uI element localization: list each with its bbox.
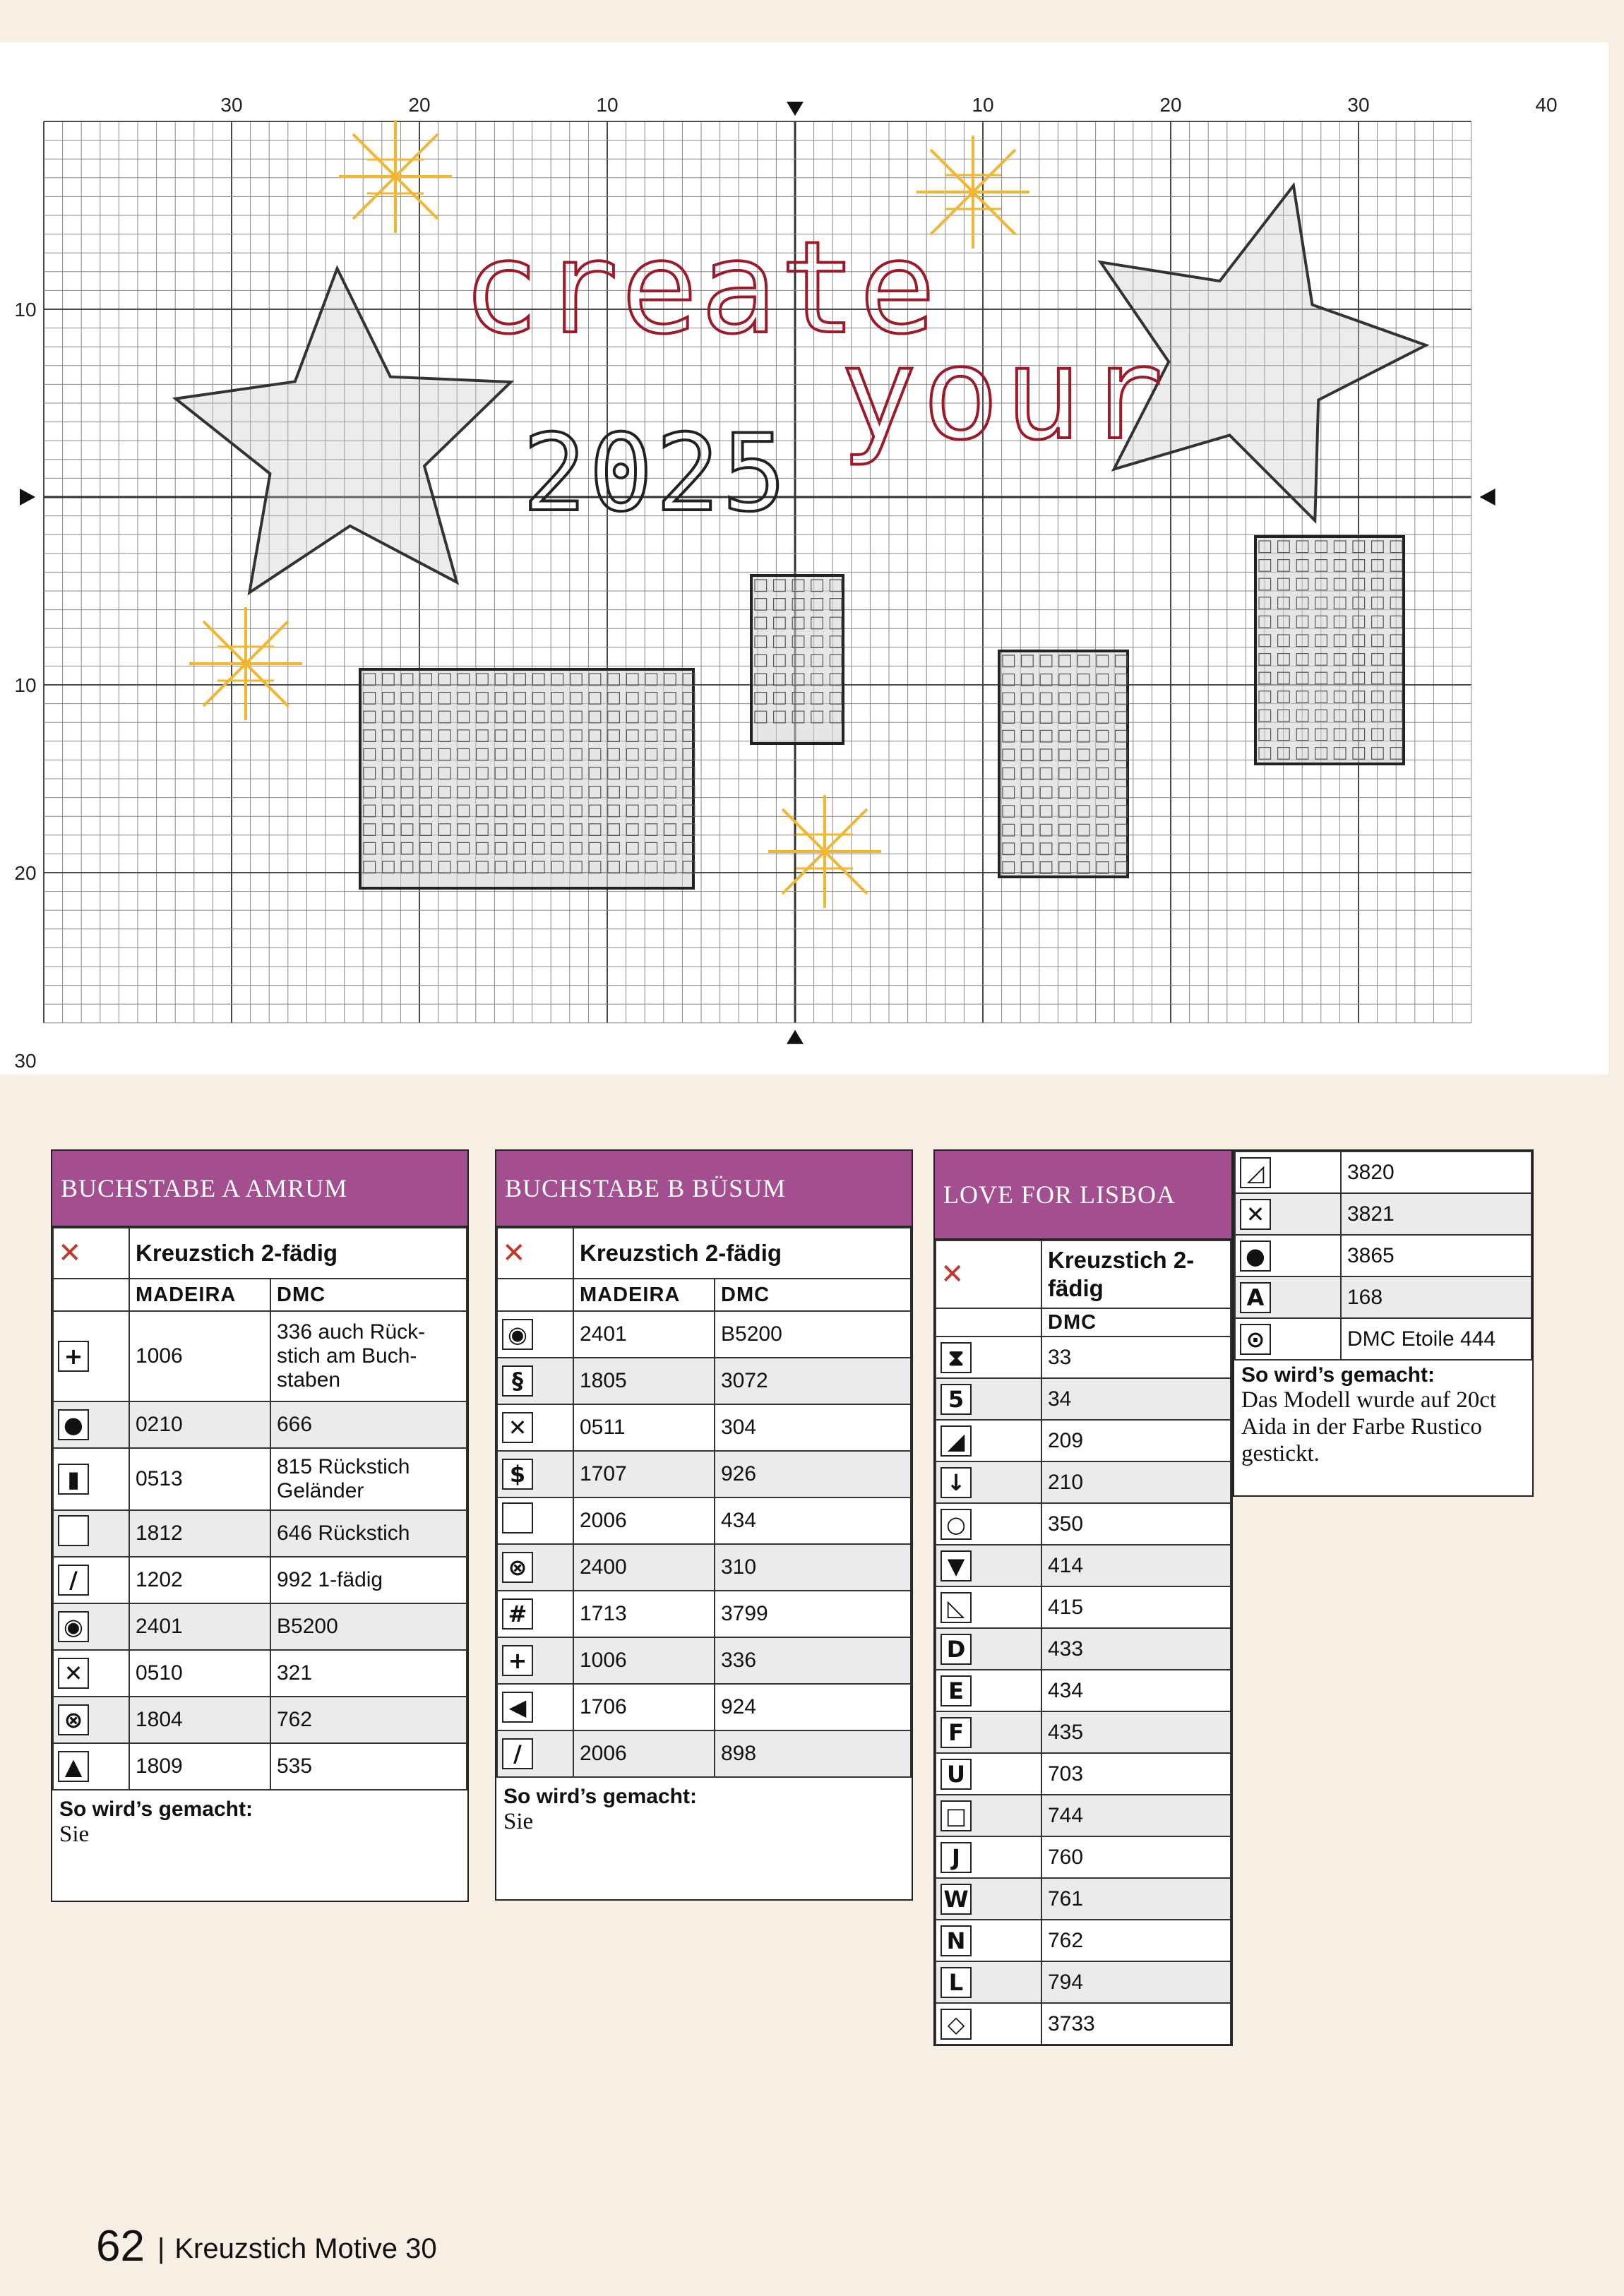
madeira-number: 2400 [573, 1544, 715, 1591]
tick-label: 30 [220, 94, 243, 116]
stitch-symbol-icon: ✕ [502, 1412, 533, 1443]
motif-outline [360, 669, 693, 888]
dmc-number: 992 1-fädig [270, 1557, 467, 1603]
col-dmc: DMC [715, 1279, 911, 1311]
legend-row [497, 1497, 911, 1544]
footer-separator: | [157, 2233, 165, 2264]
stitch-symbol-icon: A [1240, 1282, 1271, 1313]
dmc-number: 33 [1041, 1337, 1231, 1378]
tick-label: 20 [1159, 94, 1182, 116]
stitch-symbol-icon: U [941, 1759, 972, 1790]
dmc-number: 310 [715, 1544, 911, 1591]
dmc-number: 34 [1041, 1378, 1231, 1420]
stitch-symbol-icon [502, 1502, 533, 1533]
dmc-number: 3820 [1341, 1152, 1532, 1193]
madeira-number: 1706 [573, 1684, 715, 1730]
stitch-symbol-icon: ● [1240, 1240, 1271, 1272]
legend-row [936, 1753, 1231, 1795]
legend-row [497, 1311, 911, 1358]
tick-label: 30 [1347, 94, 1370, 116]
stitch-symbol-icon [58, 1515, 89, 1546]
dmc-number: 304 [715, 1404, 911, 1451]
legend-table-buesum [495, 1149, 913, 1901]
stitch-symbol-icon: ▲ [58, 1751, 89, 1782]
dmc-number: 760 [1041, 1836, 1231, 1878]
legend-row [1235, 1152, 1532, 1193]
madeira-number: 1809 [129, 1743, 270, 1790]
legend-row [53, 1650, 467, 1697]
stitch-symbol-icon: ⊗ [58, 1704, 89, 1735]
dmc-number: 435 [1041, 1711, 1231, 1753]
center-arrow-top-icon [787, 102, 804, 116]
legend-row [936, 1961, 1231, 2003]
dmc-number: 762 [1041, 1920, 1231, 1961]
dmc-number: 3733 [1041, 2003, 1231, 2045]
tick-label: 10 [14, 299, 37, 321]
legend-row [936, 1503, 1231, 1545]
sparkle-icon [339, 120, 452, 233]
madeira-number: 1006 [573, 1637, 715, 1684]
legend-row [497, 1591, 911, 1637]
text-2025: 2025 [523, 412, 789, 535]
legend-row [497, 1637, 911, 1684]
legend-row [53, 1557, 467, 1603]
stitch-symbol-icon: ◺ [941, 1592, 972, 1623]
legend-row [53, 1743, 467, 1790]
note [52, 1790, 467, 1858]
stitch-symbol-icon: ○ [941, 1509, 972, 1540]
tick-label: 20 [408, 94, 431, 116]
stitch-label: Kreuzstich 2-fädig [129, 1228, 467, 1279]
tick-label: 10 [14, 674, 37, 696]
dmc-number: 744 [1041, 1795, 1231, 1836]
dmc-number: 415 [1041, 1586, 1231, 1628]
cross-stitch-icon: ✕ [58, 1237, 82, 1269]
tram-motif [360, 669, 695, 888]
legend-table-lisboa-continued [1233, 1149, 1534, 1497]
stitch-symbol-icon: ⊙ [1240, 1324, 1271, 1355]
madeira-number: 0513 [129, 1448, 270, 1510]
madeira-number: 1804 [129, 1697, 270, 1743]
madeira-number: 1006 [129, 1311, 270, 1401]
dmc-number: 666 [270, 1401, 467, 1448]
dmc-number: 3799 [715, 1591, 911, 1637]
dmc-number: 168 [1341, 1276, 1532, 1318]
stitch-symbol-icon: ◉ [502, 1319, 533, 1350]
col-madeira: MADEIRA [573, 1279, 715, 1311]
legend-row [936, 1586, 1231, 1628]
stitch-symbol-icon: + [502, 1645, 533, 1676]
stitch-symbol-icon: ◿ [1240, 1157, 1271, 1188]
stitch-symbol-icon: § [502, 1365, 533, 1397]
stitch-symbol-icon: ✕ [58, 1658, 89, 1689]
dmc-number: 898 [715, 1730, 911, 1777]
dmc-number: 433 [1041, 1628, 1231, 1670]
tick-label: 40 [1535, 94, 1558, 116]
tick-label: 30 [14, 1050, 37, 1072]
tick-label: 10 [596, 94, 619, 116]
stitch-symbol-icon: ▼ [941, 1550, 972, 1582]
text-your: your [840, 321, 1169, 468]
motif-outline [751, 575, 843, 743]
stitch-symbol-icon: ⊗ [502, 1552, 533, 1583]
building-motif [1255, 537, 1404, 764]
dmc-number: 350 [1041, 1503, 1231, 1545]
legend-row [53, 1510, 467, 1557]
madeira-number: 1707 [573, 1451, 715, 1497]
dmc-number: 924 [715, 1684, 911, 1730]
dmc-number: 815 Rückstich Geländer [270, 1448, 467, 1510]
legend-row [1235, 1193, 1532, 1235]
madeira-number: 0210 [129, 1401, 270, 1448]
table-title: LOVE FOR LISBOA [935, 1151, 1231, 1240]
dmc-number: B5200 [270, 1603, 467, 1650]
note-heading: So wird’s gemacht: [1241, 1363, 1435, 1387]
dmc-number: 794 [1041, 1961, 1231, 2003]
table-title: BUCHSTABE A AMRUM [52, 1151, 467, 1227]
stitch-symbol-icon: ✕ [1240, 1199, 1271, 1230]
legend-row [936, 1878, 1231, 1920]
stitch-symbol-icon: ◢ [941, 1425, 972, 1457]
madeira-number: 2401 [573, 1311, 715, 1358]
legend-row [497, 1730, 911, 1777]
dmc-number: B5200 [715, 1311, 911, 1358]
dmc-number: DMC Etoile 444 [1341, 1318, 1532, 1360]
madeira-number: 2006 [573, 1730, 715, 1777]
note [1234, 1361, 1532, 1478]
magazine-title: Kreuzstich Motive 30 [174, 2233, 437, 2264]
dmc-number: 209 [1041, 1420, 1231, 1461]
legend-row [936, 1378, 1231, 1420]
stitch-symbol-icon: E [941, 1675, 972, 1706]
dmc-number: 434 [715, 1497, 911, 1544]
legend-table-lisboa [933, 1149, 1233, 2046]
note-heading: So wird’s gemacht: [503, 1785, 697, 1808]
dmc-number: 3072 [715, 1358, 911, 1404]
stitch-symbol-icon: ▮ [58, 1464, 89, 1495]
stitch-label: Kreuzstich 2-fädig [573, 1228, 911, 1279]
madeira-number: 0511 [573, 1404, 715, 1451]
legend-row [497, 1544, 911, 1591]
sparkle-icon [768, 795, 881, 908]
legend-row [1235, 1276, 1532, 1318]
stitch-symbol-icon: ◀ [502, 1692, 533, 1723]
center-arrow-right-icon [1480, 489, 1495, 506]
stitch-symbol-icon: J [941, 1842, 972, 1873]
legend-row [936, 2003, 1231, 2045]
legend-row [53, 1311, 467, 1401]
note-body: Sie [59, 1822, 90, 1847]
cross-stitch-chart [0, 42, 1608, 1075]
dmc-number: 434 [1041, 1670, 1231, 1711]
stitch-symbol-icon: $ [502, 1459, 533, 1490]
legend-row [936, 1628, 1231, 1670]
legend-row [497, 1684, 911, 1730]
legend-row [936, 1461, 1231, 1503]
legend-table-amrum [51, 1149, 469, 1902]
dmc-number: 336 auch Rück-stich am Buch-staben [270, 1311, 467, 1401]
stitch-symbol-icon: ↓ [941, 1467, 972, 1498]
legend-row [936, 1337, 1231, 1378]
table-title: BUCHSTABE B BÜSUM [496, 1151, 912, 1227]
legend-row [936, 1545, 1231, 1586]
legend-row [53, 1401, 467, 1448]
center-arrow-bottom-icon [787, 1030, 804, 1044]
madeira-number: 2401 [129, 1603, 270, 1650]
cross-stitch-icon: ✕ [941, 1258, 965, 1291]
dmc-number: 3821 [1341, 1193, 1532, 1235]
cross-stitch-icon: ✕ [502, 1237, 526, 1269]
dmc-number: 321 [270, 1650, 467, 1697]
legend-row [936, 1420, 1231, 1461]
dmc-number: 762 [270, 1697, 467, 1743]
tower-motif [751, 575, 843, 743]
note-body: Das Modell wurde auf 20ct Aida in der Farbe Rustico gestickt. [1241, 1387, 1497, 1466]
tick-label: 20 [14, 862, 37, 884]
star-left [176, 268, 511, 592]
legend-row [936, 1836, 1231, 1878]
madeira-number: 2006 [573, 1497, 715, 1544]
legend-row [497, 1451, 911, 1497]
dmc-number: 535 [270, 1743, 467, 1790]
stitch-symbol-icon: ⧗ [941, 1342, 972, 1373]
madeira-number: 0510 [129, 1650, 270, 1697]
legend-row [1235, 1318, 1532, 1360]
stitch-label: Kreuzstich 2-fädig [1041, 1240, 1231, 1308]
stitch-symbol-icon: ◉ [58, 1611, 89, 1642]
dmc-number: 210 [1041, 1461, 1231, 1503]
legend-row [936, 1920, 1231, 1961]
note-body: Sie [503, 1809, 534, 1834]
madeira-number: 1805 [573, 1358, 715, 1404]
dmc-number: 761 [1041, 1878, 1231, 1920]
stitch-symbol-icon: N [941, 1925, 972, 1956]
stitch-symbol-icon: + [58, 1341, 89, 1372]
madeira-number: 1812 [129, 1510, 270, 1557]
stitch-symbol-icon: D [941, 1634, 972, 1665]
legend-row [497, 1358, 911, 1404]
center-arrow-left-icon [20, 489, 35, 506]
madeira-number: 1202 [129, 1557, 270, 1603]
stitch-symbol-icon: 5 [941, 1384, 972, 1415]
col-dmc: DMC [1041, 1308, 1231, 1337]
tick-label: 10 [972, 94, 994, 116]
legend-row [1235, 1235, 1532, 1276]
text-create: create [462, 215, 939, 362]
mug-motif [999, 651, 1128, 877]
stitch-symbol-icon: L [941, 1967, 972, 1998]
legend-row [53, 1603, 467, 1650]
sparkle-icon [189, 607, 302, 720]
stitch-symbol-icon: W [941, 1884, 972, 1915]
dmc-number: 3865 [1341, 1235, 1532, 1276]
dmc-number: 414 [1041, 1545, 1231, 1586]
col-madeira: MADEIRA [129, 1279, 270, 1311]
col-dmc: DMC [270, 1279, 467, 1311]
dmc-number: 703 [1041, 1753, 1231, 1795]
stitch-symbol-icon: ◇ [941, 2009, 972, 2040]
dmc-number: 926 [715, 1451, 911, 1497]
madeira-number: 1713 [573, 1591, 715, 1637]
legend-row [53, 1448, 467, 1510]
legend-row [53, 1697, 467, 1743]
stitch-symbol-icon: F [941, 1717, 972, 1748]
stitch-symbol-icon: □ [941, 1800, 972, 1831]
dmc-number: 336 [715, 1637, 911, 1684]
legend-row [936, 1711, 1231, 1753]
legend-row [936, 1795, 1231, 1836]
legend-row [936, 1670, 1231, 1711]
note-heading: So wird’s gemacht: [59, 1798, 253, 1821]
stitch-symbol-icon: # [502, 1598, 533, 1630]
page-footer [96, 2221, 437, 2271]
stitch-symbol-icon: / [502, 1738, 533, 1769]
stitch-symbol-icon: ● [58, 1409, 89, 1440]
stitch-symbol-icon: / [58, 1565, 89, 1596]
page-number: 62 [96, 2222, 145, 2271]
legend-row [497, 1404, 911, 1451]
chart-svg [0, 42, 1608, 1075]
dmc-number: 646 Rückstich [270, 1510, 467, 1557]
note [496, 1778, 912, 1846]
